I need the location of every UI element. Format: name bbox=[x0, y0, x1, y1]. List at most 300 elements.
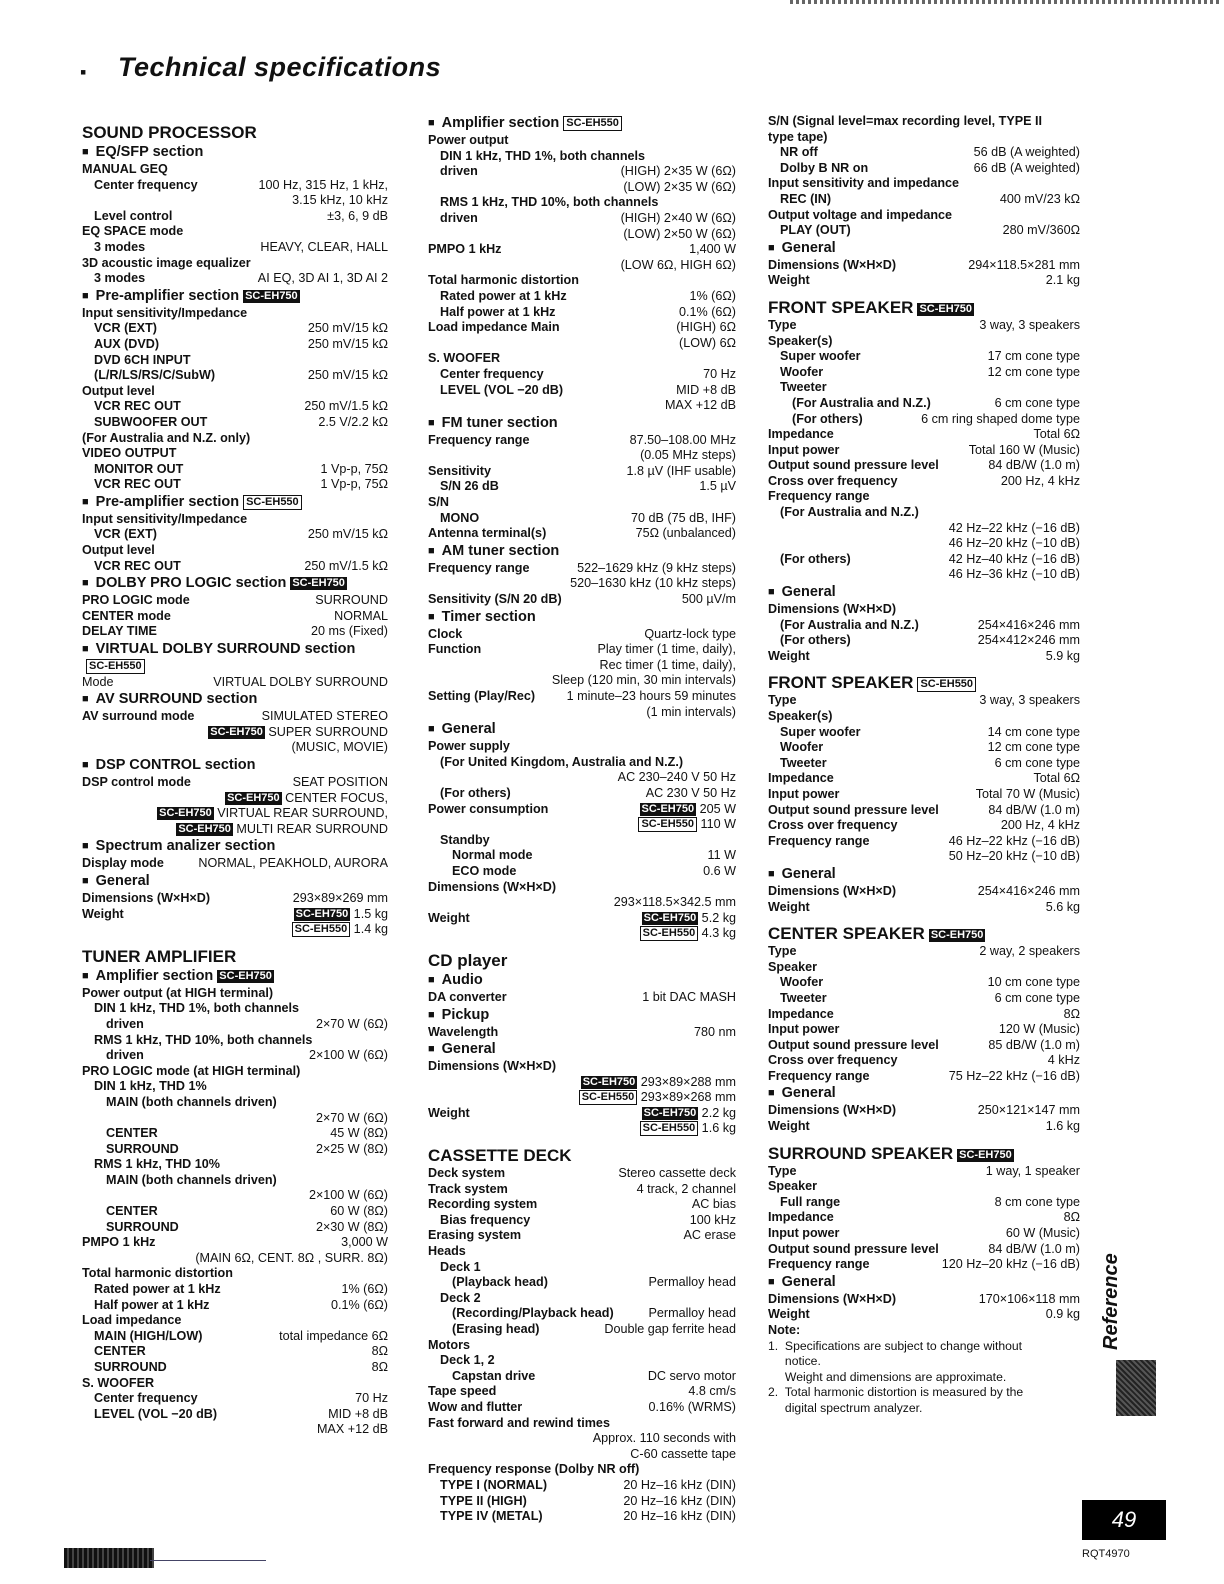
spec-value bbox=[699, 479, 736, 495]
spec-label: (For Australia and N.Z.) bbox=[780, 617, 919, 632]
spec-value-text: 280 mV/360Ω bbox=[1002, 223, 1080, 238]
spec-value-text: (LOW) 6Ω bbox=[679, 335, 736, 350]
spec-value bbox=[309, 1188, 388, 1204]
spec-row bbox=[768, 552, 1080, 568]
spec-value bbox=[630, 433, 736, 449]
spec-value bbox=[355, 1391, 388, 1407]
spec-row bbox=[82, 559, 388, 575]
spec-value-text: VIRTUAL DOLBY SURROUND bbox=[213, 674, 388, 689]
spec-label: MONO bbox=[440, 510, 480, 525]
spec-value-text: 1 minute–23 hours 59 minutes bbox=[566, 689, 736, 703]
spec-label: Impedance bbox=[768, 1210, 834, 1225]
spec-value bbox=[949, 1069, 1080, 1085]
spec-value-text: 1.8 µV (IHF usable) bbox=[626, 463, 736, 478]
spec-label: Recording system bbox=[428, 1197, 538, 1212]
spec-value bbox=[995, 396, 1080, 412]
spec-value-text: 42 Hz–40 kHz (−16 dB) bbox=[948, 551, 1080, 566]
spec-row bbox=[82, 271, 388, 287]
heading-text: Audio bbox=[441, 971, 483, 988]
model-tag: SC-EH750 bbox=[643, 1106, 697, 1119]
spec-row bbox=[428, 1075, 736, 1091]
spec-value bbox=[308, 527, 388, 543]
spec-row bbox=[82, 593, 388, 609]
spec-row bbox=[428, 642, 736, 658]
spec-row bbox=[768, 474, 1080, 490]
spec-label: (For others) bbox=[780, 551, 851, 566]
spec-value-text: 70 Hz bbox=[355, 1391, 388, 1406]
spec-row bbox=[82, 1251, 388, 1267]
spec-label: driven bbox=[106, 1048, 144, 1063]
spec-label: RMS 1 kHz, THD 10%, both channels bbox=[94, 1032, 313, 1047]
subsection-heading bbox=[428, 720, 736, 739]
heading-text: SOUND PROCESSOR bbox=[82, 123, 257, 142]
spec-value bbox=[320, 462, 388, 478]
spec-row bbox=[82, 1376, 388, 1392]
spec-row bbox=[82, 1095, 388, 1111]
spec-row bbox=[82, 1126, 388, 1142]
spec-value bbox=[636, 526, 736, 542]
subsection-heading bbox=[428, 542, 736, 561]
heading-text: Amplifier section bbox=[95, 967, 214, 984]
spec-row bbox=[82, 891, 388, 907]
spec-value bbox=[679, 305, 736, 321]
spec-value bbox=[999, 1022, 1080, 1038]
section-heading bbox=[768, 672, 1080, 693]
spec-row bbox=[82, 822, 388, 838]
spec-value bbox=[988, 458, 1080, 474]
spec-row bbox=[82, 856, 388, 872]
spec-row bbox=[428, 398, 736, 414]
spec-row bbox=[428, 227, 736, 243]
heading-text: AV SURROUND section bbox=[95, 691, 258, 708]
heading-text: Pickup bbox=[441, 1006, 490, 1023]
spec-value bbox=[621, 164, 736, 180]
spec-row bbox=[428, 149, 736, 165]
spec-label: Antenna terminal(s) bbox=[428, 526, 547, 541]
spec-value bbox=[618, 1166, 736, 1182]
spec-value bbox=[638, 1106, 736, 1122]
subsection-heading bbox=[768, 239, 1080, 258]
spec-label: Tweeter bbox=[780, 755, 827, 770]
spec-row bbox=[428, 511, 736, 527]
spec-row bbox=[428, 673, 736, 689]
spec-value-text: 70 dB (75 dB, IHF) bbox=[631, 510, 736, 525]
spec-row bbox=[82, 1313, 388, 1329]
spec-value bbox=[623, 180, 736, 196]
spec-value bbox=[648, 1275, 736, 1291]
spec-value-text: 6 cm cone type bbox=[994, 990, 1080, 1005]
spec-row bbox=[82, 1422, 388, 1438]
spec-row bbox=[768, 693, 1080, 709]
spec-row bbox=[428, 495, 736, 511]
spec-value bbox=[1064, 1007, 1080, 1023]
spec-value bbox=[327, 209, 388, 225]
spec-value-text: 10 cm cone type bbox=[987, 975, 1080, 990]
spec-value-text: Sleep (120 min, 30 min intervals) bbox=[551, 673, 736, 688]
spec-row bbox=[768, 944, 1080, 960]
spec-value-text: 2×100 W (6Ω) bbox=[308, 1188, 388, 1203]
spec-value bbox=[969, 443, 1080, 459]
spec-label: Output level bbox=[82, 383, 155, 398]
spec-row bbox=[428, 133, 736, 149]
spec-value bbox=[593, 1431, 736, 1447]
spec-value-text: VIRTUAL REAR SURROUND, bbox=[213, 806, 388, 821]
spec-row bbox=[428, 1059, 736, 1075]
spec-value-text: 522–1629 kHz (9 kHz steps) bbox=[577, 560, 736, 575]
spec-value-text: 250 mV/15 kΩ bbox=[307, 321, 388, 336]
heading-text: General bbox=[441, 1041, 496, 1058]
spec-label: Heads bbox=[428, 1244, 466, 1259]
model-tag: SC-EH750 bbox=[643, 911, 697, 924]
model-tag: SC-EH550 bbox=[243, 495, 302, 510]
spec-value bbox=[979, 318, 1080, 334]
spec-row bbox=[428, 1400, 736, 1416]
spec-row bbox=[768, 1210, 1080, 1226]
spec-value bbox=[676, 320, 736, 336]
spec-label: Dimensions (W×H×D) bbox=[428, 1059, 557, 1074]
spec-row bbox=[82, 986, 388, 1002]
spec-row bbox=[428, 336, 736, 352]
spec-value bbox=[262, 709, 388, 725]
model-tag: SC-EH550 bbox=[638, 817, 697, 832]
spec-row bbox=[428, 289, 736, 305]
spec-value bbox=[308, 368, 388, 384]
spec-value bbox=[949, 849, 1080, 865]
heading-text: FRONT SPEAKER bbox=[768, 297, 914, 317]
spec-value-text: MAX +12 dB bbox=[316, 1422, 388, 1437]
spec-value bbox=[292, 193, 388, 209]
spec-row bbox=[82, 1142, 388, 1158]
spec-label: Weight bbox=[428, 910, 470, 925]
spec-value-text: 70 Hz bbox=[703, 366, 736, 381]
spec-label: SURROUND bbox=[106, 1141, 179, 1156]
spec-label: Power output (at HIGH terminal) bbox=[82, 985, 274, 1000]
spec-label: (For Australia and N.Z.) bbox=[792, 395, 931, 410]
spec-value-text: 60 W (Music) bbox=[1005, 1226, 1080, 1241]
spec-row bbox=[768, 900, 1080, 916]
spec-label: MANUAL GEQ bbox=[82, 162, 168, 176]
spec-value-text: 0.16% (WRMS) bbox=[648, 1399, 736, 1414]
spec-label: Rated power at 1 kHz bbox=[94, 1282, 221, 1297]
spec-value-text: 4.8 cm/s bbox=[688, 1384, 736, 1399]
spec-label: Output sound pressure level bbox=[768, 802, 939, 817]
spec-row bbox=[428, 195, 736, 211]
model-tag: SC-EH750 bbox=[919, 302, 973, 315]
spec-row bbox=[768, 1053, 1080, 1069]
spec-row bbox=[768, 318, 1080, 334]
spec-label: Weight bbox=[768, 648, 810, 663]
spec-row bbox=[82, 431, 388, 447]
spec-value-text: 170×106×118 mm bbox=[978, 1291, 1080, 1306]
spec-row bbox=[768, 1007, 1080, 1023]
spec-value-text: 2×70 W (6Ω) bbox=[315, 1110, 388, 1125]
spec-label: Normal mode bbox=[452, 848, 533, 863]
spec-row bbox=[428, 561, 736, 577]
spec-value bbox=[638, 911, 736, 927]
spec-row bbox=[768, 649, 1080, 665]
spec-label: S/N 26 dB bbox=[440, 479, 499, 494]
spec-label: Deck 1, 2 bbox=[440, 1353, 495, 1368]
spec-value bbox=[968, 258, 1080, 274]
spec-label: Rated power at 1 kHz bbox=[440, 288, 567, 303]
spec-label: Frequency range bbox=[428, 432, 530, 447]
spec-row bbox=[82, 1188, 388, 1204]
heading-text: General bbox=[781, 584, 836, 601]
subsection-heading bbox=[82, 574, 388, 593]
spec-label: Impedance bbox=[768, 427, 834, 442]
spec-row bbox=[768, 130, 1080, 146]
spec-label: CENTER bbox=[94, 1344, 146, 1359]
spec-row bbox=[82, 1001, 388, 1017]
spec-row bbox=[768, 618, 1080, 634]
spec-row bbox=[428, 911, 736, 927]
spec-label: DA converter bbox=[428, 989, 507, 1004]
spec-row bbox=[768, 365, 1080, 381]
spec-row bbox=[768, 1038, 1080, 1054]
spec-value-text: 250 mV/1.5 kΩ bbox=[304, 558, 388, 573]
heading-text: Timer section bbox=[441, 608, 536, 625]
spec-row bbox=[768, 633, 1080, 649]
spec-value-text: 250×121×147 mm bbox=[977, 1103, 1080, 1118]
spec-label: Input power bbox=[768, 442, 840, 457]
spec-label: Cross over frequency bbox=[768, 1053, 898, 1068]
spec-value-text: 250 mV/15 kΩ bbox=[307, 336, 388, 351]
spec-row bbox=[428, 448, 736, 464]
spec-value-text: 200 Hz, 4 kHz bbox=[1000, 473, 1080, 488]
subsection-heading bbox=[82, 756, 388, 775]
section-heading bbox=[428, 950, 736, 971]
spec-value bbox=[279, 1329, 388, 1345]
spec-label: DIN 1 kHz, THD 1% bbox=[94, 1079, 207, 1094]
spec-row bbox=[428, 786, 736, 802]
spec-value-text: Quartz-lock type bbox=[644, 626, 736, 641]
subsection-heading bbox=[428, 414, 736, 433]
spec-row bbox=[428, 479, 736, 495]
spec-row bbox=[428, 1322, 736, 1338]
spec-row bbox=[428, 739, 736, 755]
spec-label: 3D acoustic image equalizer bbox=[82, 255, 251, 270]
spec-value-text: (MAIN 6Ω, CENT. 8Ω , SURR. 8Ω) bbox=[195, 1250, 388, 1265]
spec-value bbox=[304, 559, 388, 575]
spec-value bbox=[195, 1251, 388, 1267]
spec-value bbox=[988, 1038, 1080, 1054]
spec-value bbox=[995, 1195, 1080, 1211]
spec-value-text: Total 6Ω bbox=[1033, 771, 1080, 786]
spec-value bbox=[621, 258, 736, 274]
spec-label: LEVEL (VOL −20 dB) bbox=[94, 1406, 218, 1421]
spec-label: LEVEL (VOL −20 dB) bbox=[440, 382, 564, 397]
heading-text: CENTER SPEAKER bbox=[768, 924, 925, 944]
spec-value-text: (HIGH) 6Ω bbox=[676, 320, 736, 335]
spec-label: Type bbox=[768, 1163, 797, 1178]
model-tag: SC-EH550 bbox=[917, 677, 976, 692]
spec-value-text: 293×118.5×342.5 mm bbox=[613, 895, 736, 910]
spec-row bbox=[428, 1213, 736, 1229]
section-heading bbox=[768, 923, 1080, 944]
spec-row bbox=[82, 1266, 388, 1282]
spec-value bbox=[703, 367, 736, 383]
spec-row bbox=[768, 1103, 1080, 1119]
spec-value bbox=[618, 770, 736, 786]
spec-label: AV surround mode bbox=[82, 709, 195, 724]
spec-value bbox=[694, 1025, 736, 1041]
spec-label: Power output bbox=[428, 133, 509, 147]
spec-label: Center frequency bbox=[94, 1391, 198, 1406]
spec-row bbox=[82, 337, 388, 353]
spec-value bbox=[318, 415, 388, 431]
spec-row bbox=[428, 1106, 736, 1122]
spec-label: DSP control mode bbox=[82, 775, 191, 789]
spec-row bbox=[768, 602, 1080, 618]
spec-row bbox=[428, 1166, 736, 1182]
spec-value bbox=[552, 673, 736, 689]
spec-value bbox=[204, 725, 388, 741]
heading-text: AM tuner section bbox=[441, 542, 560, 559]
spec-label: VIDEO OUTPUT bbox=[82, 446, 177, 461]
spec-label: Output level bbox=[82, 543, 155, 558]
model-tag: SC-EH750 bbox=[159, 807, 212, 820]
spec-value bbox=[703, 864, 736, 880]
spec-value-text: 254×412×246 mm bbox=[977, 633, 1080, 648]
spec-value bbox=[995, 991, 1080, 1007]
spec-value bbox=[978, 618, 1080, 634]
spec-row bbox=[82, 477, 388, 493]
spec-value-text: (MUSIC, MOVIE) bbox=[291, 740, 388, 755]
spec-label: Track system bbox=[428, 1181, 508, 1196]
spec-row bbox=[428, 273, 736, 289]
spec-label: Load impedance bbox=[82, 1313, 182, 1328]
spec-label: Tweeter bbox=[780, 380, 827, 395]
spec-row bbox=[768, 1226, 1080, 1242]
spec-value-text: 250 mV/15 kΩ bbox=[307, 527, 388, 542]
spec-label: VCR (EXT) bbox=[94, 321, 157, 336]
reference-side-tab: Reference bbox=[1100, 1253, 1122, 1350]
spec-value bbox=[614, 895, 736, 911]
spec-row bbox=[768, 223, 1080, 239]
spec-row bbox=[82, 806, 388, 822]
spec-value-text: 254×416×246 mm bbox=[977, 617, 1080, 632]
spec-row bbox=[768, 1323, 1080, 1339]
spec-label: type tape) bbox=[768, 129, 828, 144]
model-tag: SC-EH550 bbox=[640, 926, 699, 941]
spec-label: Woofer bbox=[780, 975, 824, 990]
spec-row bbox=[428, 242, 736, 258]
spec-value-text: 1% (6Ω) bbox=[689, 288, 736, 303]
spec-label: DVD 6CH INPUT bbox=[94, 352, 191, 367]
spec-value-text: (LOW) 2×35 W (6Ω) bbox=[623, 179, 736, 194]
spec-value-text: 120 W (Music) bbox=[998, 1022, 1080, 1037]
spec-row bbox=[82, 725, 388, 741]
spec-row bbox=[428, 1462, 736, 1478]
spec-value-text: 2.5 V/2.2 kΩ bbox=[318, 414, 388, 429]
spec-row bbox=[428, 755, 736, 771]
spec-label: RMS 1 kHz, THD 10%, both channels bbox=[440, 195, 659, 210]
spec-value bbox=[600, 658, 736, 674]
spec-value bbox=[979, 693, 1080, 709]
model-tag: SC-EH750 bbox=[295, 907, 349, 920]
spec-row bbox=[82, 415, 388, 431]
spec-value-text: Stereo cassette deck bbox=[618, 1166, 736, 1181]
spec-row bbox=[768, 884, 1080, 900]
spec-row bbox=[428, 1494, 736, 1510]
spec-value bbox=[153, 806, 388, 822]
spec-label: Bias frequency bbox=[440, 1212, 531, 1227]
spec-value-text: total impedance 6Ω bbox=[279, 1328, 388, 1343]
spec-value-text: 1% (6Ω) bbox=[341, 1282, 388, 1297]
top-edge-decoration bbox=[790, 0, 1220, 4]
spec-row bbox=[428, 305, 736, 321]
page-number: 49 bbox=[1082, 1500, 1166, 1540]
spec-label: Sensitivity (S/N 20 dB) bbox=[428, 592, 562, 607]
spec-value-text: 293×89×269 mm bbox=[292, 890, 388, 905]
spec-value bbox=[636, 802, 736, 818]
spec-label: Speaker bbox=[768, 1179, 818, 1194]
spec-value bbox=[316, 1111, 388, 1127]
spec-row bbox=[768, 427, 1080, 443]
spec-row bbox=[428, 1416, 736, 1432]
spec-row bbox=[428, 627, 736, 643]
spec-row bbox=[82, 1298, 388, 1314]
spec-row bbox=[768, 709, 1080, 725]
spec-label: Type bbox=[768, 693, 797, 708]
spec-value-text: Permalloy head bbox=[648, 1275, 736, 1290]
spec-value bbox=[644, 627, 736, 643]
spec-label: SURROUND bbox=[94, 1360, 167, 1374]
spec-value-text: (1 min intervals) bbox=[646, 704, 736, 719]
spec-label: CENTER bbox=[106, 1126, 158, 1141]
spec-row bbox=[82, 512, 388, 528]
spec-value-text: 2.2 kg bbox=[698, 1105, 736, 1120]
spec-value bbox=[976, 787, 1080, 803]
spec-value bbox=[1003, 223, 1080, 239]
spec-label: Input sensitivity and impedance bbox=[768, 176, 960, 191]
spec-value bbox=[575, 1090, 736, 1106]
spec-row bbox=[428, 880, 736, 896]
spec-value bbox=[949, 552, 1080, 568]
model-tag: SC-EH550 bbox=[579, 1090, 638, 1105]
spec-label: PRO LOGIC mode (at HIGH terminal) bbox=[82, 1063, 301, 1078]
spec-row bbox=[428, 802, 736, 818]
spec-row bbox=[82, 224, 388, 240]
spec-label: driven bbox=[440, 164, 478, 179]
spec-label: Output sound pressure level bbox=[768, 1037, 939, 1052]
spec-label: Weight bbox=[768, 1307, 810, 1322]
spec-row bbox=[428, 164, 736, 180]
spec-row bbox=[428, 1447, 736, 1463]
spec-value-text: AC 230 V 50 Hz bbox=[645, 785, 736, 800]
spec-label: Dolby B NR on bbox=[780, 160, 869, 175]
model-tag: SC-EH750 bbox=[930, 929, 984, 942]
spec-value bbox=[978, 1103, 1080, 1119]
spec-value-text: Rec timer (1 time, daily), bbox=[599, 657, 736, 672]
spec-value-text: 84 dB/W (1.0 m) bbox=[988, 802, 1080, 817]
spec-row bbox=[768, 1022, 1080, 1038]
spec-value bbox=[623, 1509, 736, 1525]
spec-value-text: 1.4 kg bbox=[350, 922, 388, 937]
model-tag: SC-EH750 bbox=[641, 802, 695, 815]
spec-value-text: 5.6 kg bbox=[1045, 899, 1080, 914]
spec-label: Woofer bbox=[780, 740, 824, 755]
spec-value bbox=[316, 1142, 388, 1158]
heading-text: CASSETTE DECK bbox=[428, 1146, 572, 1166]
spec-label: Speaker bbox=[768, 959, 818, 974]
spec-row bbox=[428, 1431, 736, 1447]
spec-label: 3 modes bbox=[94, 271, 146, 286]
spec-value-text: 56 dB (A weighted) bbox=[973, 145, 1080, 160]
spec-label: Cross over frequency bbox=[768, 473, 898, 488]
spec-row bbox=[428, 1260, 736, 1276]
heading-text: General bbox=[781, 1085, 836, 1102]
